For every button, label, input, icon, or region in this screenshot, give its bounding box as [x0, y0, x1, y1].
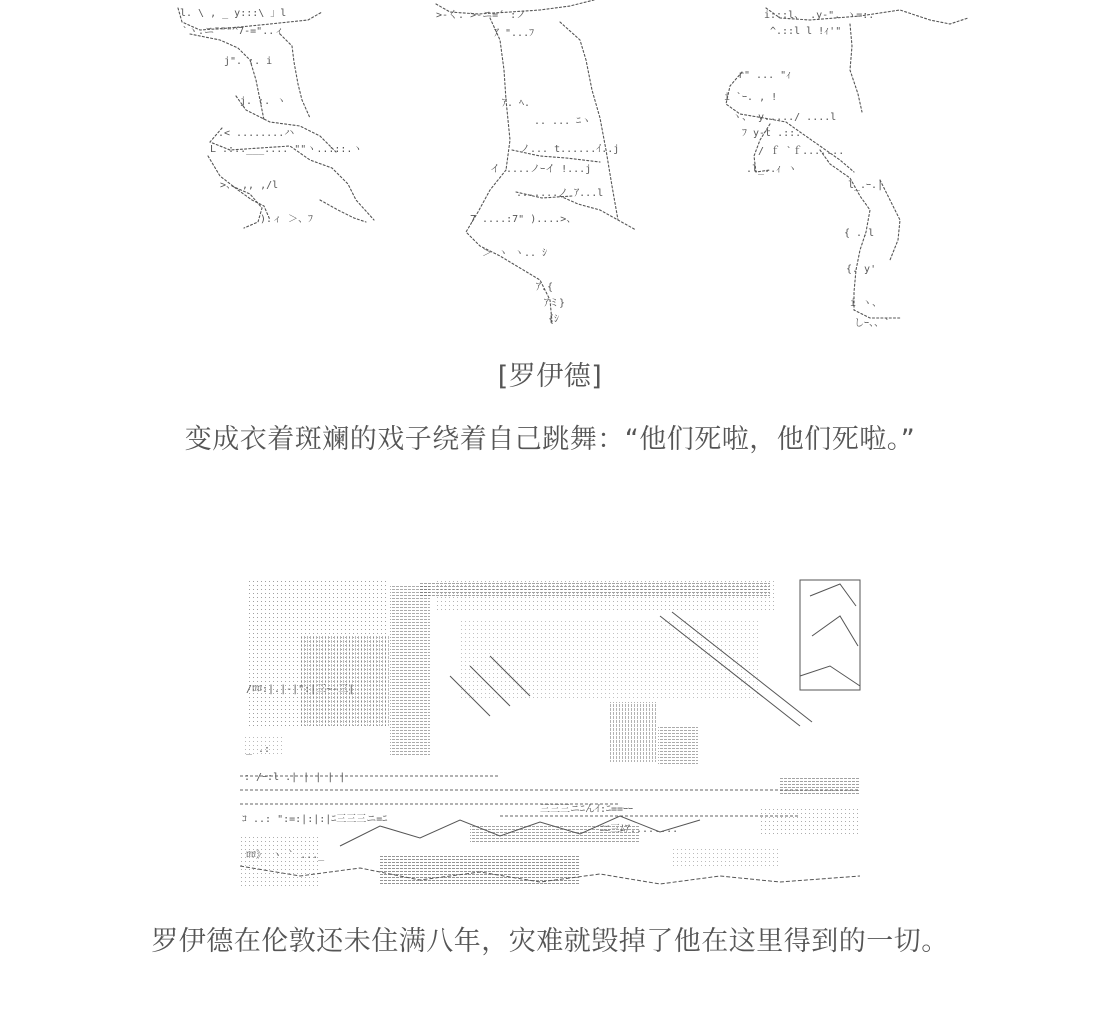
svg-text:ヽ、 y...../ ....l: ヽ、 y...../ ....l	[732, 112, 837, 123]
svg-text:ﾌ y-t .::.: ﾌ y-t .::.	[742, 128, 802, 139]
svg-text:`ヽ.ニ"""^7-="..ィ: `ヽ.ニ"""^7-="..ィ	[182, 26, 285, 37]
svg-text:ノ... t......ｲ..j: ノ... t......ｲ..j	[520, 144, 620, 155]
svg-text:.< ........ハ: .< ........ハ	[218, 128, 295, 139]
svg-text:しｰ、、`: しｰ、、`	[854, 318, 891, 329]
svg-text:i ヽ、: i ヽ、	[850, 298, 883, 309]
dancing-figures-drawing	[160, 0, 980, 335]
svg-text:三三三ニﾆんｲ:ﾆ==ｰｰ: 三三三ニﾆんｲ:ﾆ==ｰｰ	[540, 804, 634, 815]
svg-text:{ ..l: { ..l	[844, 228, 875, 239]
svg-text:_ .:: _ .:	[246, 744, 271, 755]
svg-text:イ ....ノｰイ !...j: イ ....ノｰイ !...j	[490, 164, 592, 175]
svg-text:l_.ｰ.|: l_.ｰ.|	[848, 180, 884, 191]
svg-text:ｱミ}: ｱミ}	[544, 298, 566, 309]
burning-city-drawing	[240, 576, 864, 894]
svg-text:/ ｆ `ｆ.......: / ｆ `ｆ.......	[758, 146, 845, 157]
svg-text:i:::l、 .y-". ヽ=:.: i:::l、 .y-". ヽ=:.	[764, 10, 875, 21]
svg-text:l. \ , _ y:::\ 」l: l. \ , _ y:::\ 」l	[180, 8, 287, 19]
svg-text:: /ｰ:l .| | | | |: : /ｰ:l .| | | | |	[244, 772, 346, 783]
caption-line-london: 罗伊德在伦敦还未住满八年，灾难就毁掉了他在这里得到的一切。	[151, 926, 949, 957]
svg-text:ｺ ..: ":=:|:|:|ﾆ三三三ニ=ﾆ: ｺ ..: ":=:|:|:|ﾆ三三三ニ=ﾆ	[242, 814, 388, 825]
dancing-figures-ascii-art	[160, 0, 980, 335]
svg-text:^.::l l !ｨ'": ^.::l l !ｨ'"	[770, 26, 842, 37]
svg-text:ｱ "...ﾌ: ｱ "...ﾌ	[494, 28, 535, 39]
caption-line-dancers: 变成衣着斑斓的戏子绕着自己跳舞：“他们死啦，他们死啦。”	[184, 424, 916, 455]
svg-text:ｱ. ﾍ.: ｱ. ﾍ.	[502, 98, 531, 109]
svg-text:.. ... ﾆヽ: .. ... ﾆヽ	[534, 116, 592, 127]
svg-text:ﾆﾆ三ﾑｱ........: ﾆﾆ三ﾑｱ........	[600, 824, 679, 835]
svg-text:L .:..___.... ""ヽ..:::.ヽ: L .:..___.... ""ヽ..:::.ヽ	[210, 144, 363, 155]
svg-text:7 ....:7" )....>、: 7 ....:7" )....>、	[470, 214, 577, 225]
svg-text:ｱ.{: ｱ.{	[536, 282, 554, 293]
svg-text:>、 ,, ,/l: >、 ,, ,/l	[220, 180, 279, 191]
svg-text:{. y': {. y'	[846, 264, 877, 275]
svg-text:i `ｰ. , !: i `ｰ. , !	[724, 92, 778, 103]
svg-text:ﾛﾛ》 ヽ ` ..._: ﾛﾛ》 ヽ ` ..._	[246, 850, 325, 861]
burning-city-ascii-art	[240, 576, 864, 894]
svg-text:j. :. ヽ: j. :. ヽ	[240, 96, 287, 107]
svg-text:{ｼ: {ｼ	[548, 314, 560, 325]
svg-text:/ﾛﾛ:|.|-|":|三~-三|: /ﾛﾛ:|.|-|":|三~-三|	[246, 684, 355, 695]
svg-text:j". :. i: j". :. i	[224, 56, 273, 67]
svg-text:.......ノ ｱ...l: .......ノ ｱ...l	[516, 188, 604, 199]
svg-text:＞ ヽ ヽ.. ｼ: ＞ ヽ ヽ.. ｼ	[482, 248, 548, 259]
character-name-label: [罗伊德]	[497, 361, 603, 392]
svg-text:>-く. >-ニ=´ :ノ: >-く. >-ニ=´ :ノ	[436, 10, 527, 21]
svg-text:.l_..ｨ ヽ: .l_..ｨ ヽ	[746, 164, 798, 175]
svg-text:r" ... "ｨ: r" ... "ｨ	[738, 70, 792, 81]
svg-text:).ィ ＞、ﾌ: ).ィ ＞、ﾌ	[260, 214, 314, 225]
